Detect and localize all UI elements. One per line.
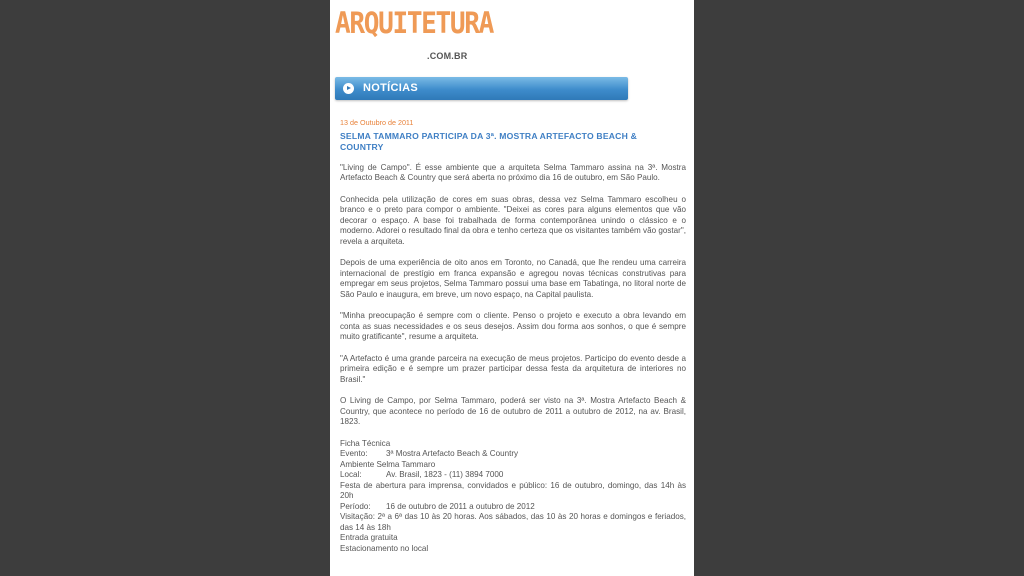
ficha-visitacao: Visitação: 2ª a 6ª das 10 às 20 horas. Aos sábados, das 10 às 20 horas e domingos e feriados, das 14 às 18h [340, 512, 686, 532]
section-header-noticias[interactable] [335, 77, 628, 100]
section-title: NOTÍCIAS [363, 82, 418, 94]
logo-wordmark: ARQUITETURA [335, 6, 494, 40]
ficha-title: Ficha Técnica [340, 438, 391, 448]
ficha-periodo-value: 16 de outubro de 2011 a outubro de 2012 [386, 501, 535, 511]
arrow-bullet-icon [343, 83, 354, 94]
logo-domain: .COM.BR [427, 51, 468, 61]
article-paragraph: "Living de Campo". É esse ambiente que a arquiteta Selma Tammaro assina na 3ª. Mostra Artefacto Beach & Country que será aberta no próximo dia 16 de outubro, em São Paulo. [340, 162, 686, 182]
article-date: 13 de Outubro de 2011 [340, 118, 414, 127]
ficha-local-value: Av. Brasil, 1823 - (11) 3894 7000 [386, 470, 504, 479]
ficha-entrada: Entrada gratuita [340, 533, 398, 542]
article-paragraph: "A Artefacto é uma grande parceira na execução de meus projetos. Participo do evento desde a primeira edição e é sempre um prazer participar dessa festa da arquitetura de interiores no Brasil." [340, 353, 686, 384]
ficha-periodo-label: Período: [340, 501, 371, 511]
article-body [340, 118, 686, 554]
site-logo[interactable] [335, 4, 494, 72]
ficha-evento [340, 449, 686, 460]
ficha-evento-label: Evento: [340, 449, 368, 458]
article-paragraph: Depois de uma experiência de oito anos em Toronto, no Canadá, que lhe rendeu uma carreira internacional de prestígio em franca expansão e agregou novas técnicas construtivas para empregar em seus projetos, Selma Tammaro possui uma base em Tabatinga, no litoral norte de São Paulo e inaugura, em breve, um novo espaço, na Capital paulista. [340, 258, 686, 299]
article-headline[interactable]: SELMA TAMMARO PARTICIPA DA 3ª. MOSTRA ARTEFACTO BEACH & COUNTRY [340, 130, 637, 152]
ficha-ambiente: Ambiente Selma Tammaro [340, 459, 436, 469]
ficha-periodo [340, 502, 686, 513]
article-paragraph: "Minha preocupação é sempre com o cliente. Penso o projeto e executo a obra levando em conta as suas necessidades e os seus desejos. Assim dou forma aos sonhos, o que é sempre muito gratificante", resume a arquiteta. [340, 311, 686, 341]
ficha-local [340, 470, 686, 481]
ficha-estacionamento: Estacionamento no local [340, 543, 429, 553]
article-page [330, 0, 694, 576]
article-paragraph: Conhecida pela utilização de cores em suas obras, dessa vez Selma Tammaro escolheu o branco e o preto para compor o ambiente. "Deixei as cores para alguns elementos que vão decorar o espaço. A base foi trabalhada de forma contemporânea unindo o clássico e o moderno. Adorei o resultado final da obra e tenho certeza que os visitantes também vão gostar", revela a arquiteta. [340, 194, 686, 246]
ficha-festa: Festa de abertura para imprensa, convidados e público: 16 de outubro, domingo, das 14h às 20h [340, 480, 686, 500]
ficha-tecnica [340, 439, 686, 555]
article-paragraph: O Living de Campo, por Selma Tammaro, poderá ser visto na 3ª. Mostra Artefacto Beach & Country, que acontece no período de 16 de outubro de 2011 a outubro de 2012, na av. Brasil, 1823. [340, 396, 686, 426]
ficha-local-label: Local: [340, 470, 362, 479]
ficha-evento-value: 3ª Mostra Artefacto Beach & Country [386, 449, 519, 458]
